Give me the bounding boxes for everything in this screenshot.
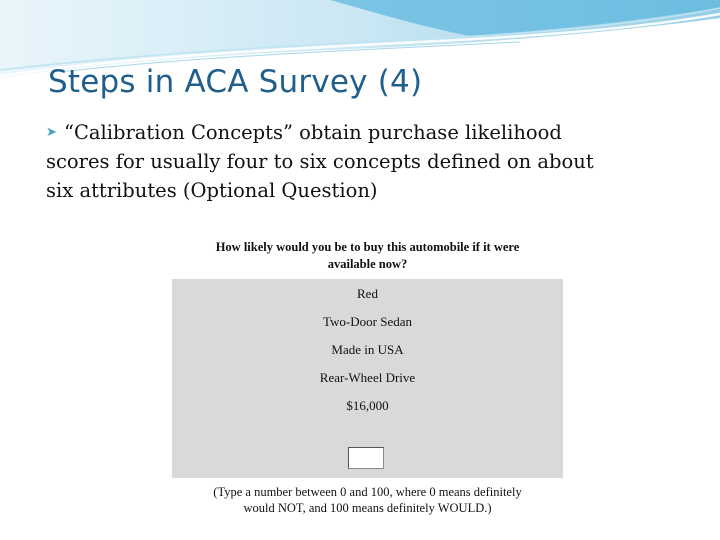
instructions-line-2: would NOT, and 100 means definitely WOULD.)	[243, 501, 492, 515]
bullet-line-1: “Calibration Concepts” obtain purchase likelihood	[64, 121, 562, 144]
bullet-arrow-icon: ➤	[46, 125, 57, 140]
bullet-line-2: scores for usually four to six concepts defined on about	[46, 150, 594, 173]
bullet-text	[46, 118, 686, 205]
attribute-color: Red	[357, 286, 378, 301]
likelihood-input[interactable]	[348, 447, 384, 469]
question-line-2: available now?	[327, 257, 408, 271]
attribute-origin: Made in USA	[331, 342, 404, 357]
survey-screenshot	[172, 232, 563, 519]
attribute-drive: Rear-Wheel Drive	[319, 370, 416, 385]
attribute-body-style: Two-Door Sedan	[323, 314, 412, 329]
question-line-1: How likely would you be to buy this automobile if it were	[215, 240, 520, 254]
attribute-price: $16,000	[346, 398, 389, 413]
answer-instructions	[172, 484, 563, 516]
survey-question	[172, 232, 563, 278]
bullet-item	[46, 118, 686, 205]
bullet-line-3: six attributes (Optional Question)	[46, 179, 378, 202]
slide-title: Steps in ACA Survey (4)	[48, 64, 423, 100]
instructions-line-1: (Type a number between 0 and 100, where 0 means definitely	[213, 485, 522, 499]
